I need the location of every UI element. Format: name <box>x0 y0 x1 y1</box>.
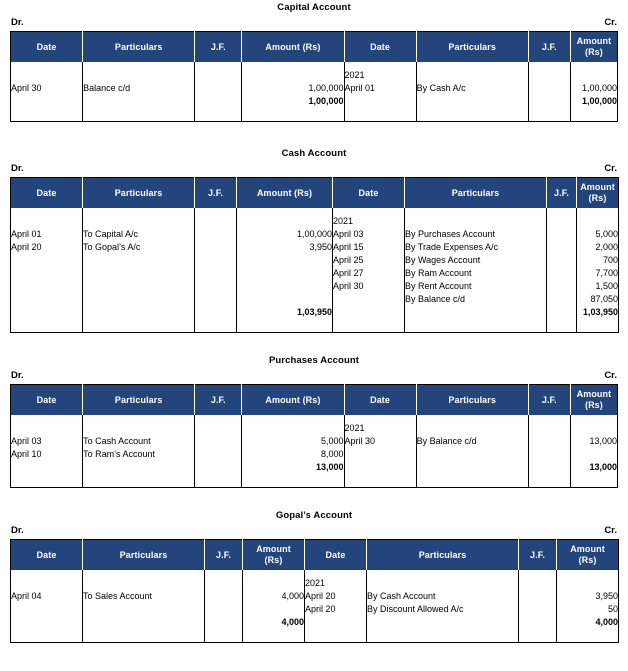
table-tail-row <box>11 475 618 488</box>
entry-amount: 1,00,000 <box>296 229 332 239</box>
entry-date: April 01 <box>11 229 42 239</box>
col-header-date-credit: Date <box>305 540 367 571</box>
entry-date: April 15 <box>333 242 364 252</box>
entry-amount: 2,000 <box>595 242 618 252</box>
table-body-row <box>11 415 618 461</box>
cell-amount-credit <box>557 570 619 616</box>
table-total-row <box>11 306 619 320</box>
ledger-purchases-account <box>10 333 618 488</box>
amount-header-line-2: (Rs) <box>264 555 283 565</box>
cell-particulars-credit <box>416 62 528 95</box>
cell-amount-debit <box>237 208 333 306</box>
cell-jf-credit-total <box>547 306 577 320</box>
debit-label: Dr. <box>11 370 24 381</box>
cell-tail <box>11 475 83 488</box>
entry-year: 2021 <box>344 70 365 80</box>
ledger-title: Cash Account <box>281 148 347 159</box>
total-amount-debit: 1,00,000 <box>242 95 344 109</box>
entry-particulars: To Gopal’s A/c <box>83 242 141 252</box>
col-header-jf-credit: J.F. <box>519 540 557 571</box>
col-header-amount-debit: Amount (Rs) <box>242 385 344 416</box>
cell-jf-credit <box>519 570 557 616</box>
cell-particulars-debit-total <box>83 461 195 475</box>
entry-date: April 25 <box>333 255 364 265</box>
debit-label: Dr. <box>11 525 24 536</box>
cell-amount-credit <box>570 62 617 95</box>
entry-date: April 01 <box>344 83 376 93</box>
cell-date-credit-total <box>344 461 416 475</box>
cell-date-credit <box>305 570 367 616</box>
entry-particulars: By Wages Account <box>405 255 481 265</box>
entry-amount: 5,000 <box>595 229 618 239</box>
cell-tail-amount-credit <box>570 475 617 488</box>
credit-label: Cr. <box>604 163 617 174</box>
entry-amount: 1,00,000 <box>308 83 344 93</box>
entry-amount: 4,000 <box>281 591 304 601</box>
cell-particulars-debit-total <box>83 95 195 109</box>
cell-amount-debit <box>242 415 344 461</box>
cell-tail <box>11 109 83 122</box>
cell-tail <box>11 630 83 643</box>
col-header-amount-credit: Amount (Rs) <box>570 32 617 63</box>
table-body-row <box>11 62 618 95</box>
col-header-date-debit: Date <box>11 540 83 571</box>
ledger-table <box>10 539 619 643</box>
cell-particulars-credit <box>416 415 528 461</box>
cell-tail <box>416 475 528 488</box>
cell-tail <box>195 475 242 488</box>
ledger-gopals-account <box>10 488 618 643</box>
entry-particulars: To Capital A/c <box>83 229 139 239</box>
cell-tail <box>547 320 577 333</box>
cell-date-credit-total <box>333 306 405 320</box>
cell-date-debit <box>11 570 83 616</box>
cell-tail <box>528 109 570 122</box>
cell-tail <box>367 630 519 643</box>
col-header-amount-credit <box>557 540 619 571</box>
col-header-particulars-credit: Particulars <box>416 32 528 63</box>
entry-date: April 30 <box>11 83 42 93</box>
cell-jf-debit <box>195 62 242 95</box>
col-header-jf-credit: J.F. <box>528 385 570 416</box>
amount-header-line-2: (Rs) <box>578 555 597 565</box>
cell-date-credit-total <box>305 616 367 630</box>
col-header-date-debit: Date <box>11 32 83 63</box>
entry-amount: 700 <box>602 255 618 265</box>
dr-cr-row <box>10 16 618 31</box>
entry-particulars: By Purchases Account <box>405 229 496 239</box>
credit-label: Cr. <box>604 525 617 536</box>
entry-amount: 1,500 <box>595 281 618 291</box>
entry-amount: 13,000 <box>589 436 617 446</box>
cell-tail <box>83 109 195 122</box>
entry-particulars: By Discount Allowed A/c <box>367 604 464 614</box>
entry-amount: 5,000 <box>320 436 344 446</box>
cell-particulars-credit-total <box>416 95 528 109</box>
col-header-amount-debit: Amount (Rs) <box>242 32 344 63</box>
cell-particulars-debit-total <box>83 616 205 630</box>
table-body-row <box>11 570 619 616</box>
col-header-jf-debit: J.F. <box>195 385 242 416</box>
ledger-capital-account <box>10 0 618 122</box>
cell-particulars-debit <box>83 62 195 95</box>
cell-particulars-credit-total <box>367 616 519 630</box>
total-amount-credit: 1,03,950 <box>577 306 619 320</box>
entry-particulars: By Cash Account <box>367 591 436 601</box>
cell-particulars-debit <box>83 415 195 461</box>
entry-particulars: Balance c/d <box>83 83 131 93</box>
col-header-particulars-debit: Particulars <box>83 540 205 571</box>
entry-year: 2021 <box>305 578 326 588</box>
cell-date-debit-total <box>11 306 83 320</box>
entry-particulars: To Cash Account <box>83 436 151 446</box>
col-header-jf-credit: J.F. <box>547 178 577 209</box>
cell-tail <box>195 320 237 333</box>
ledger-table <box>10 177 619 333</box>
col-header-particulars-credit: Particulars <box>416 385 528 416</box>
table-header-row <box>11 385 618 416</box>
table-body-row <box>11 208 619 306</box>
table-total-row <box>11 95 618 109</box>
entry-particulars: By Cash A/c <box>416 83 466 93</box>
table-tail-row <box>11 109 618 122</box>
col-header-jf-debit: J.F. <box>205 540 243 571</box>
amount-header-line-2: (Rs) <box>588 193 607 203</box>
entry-amount: 7,700 <box>595 268 618 278</box>
credit-label: Cr. <box>604 17 617 28</box>
cell-particulars-credit <box>367 570 519 616</box>
cell-tail <box>83 475 195 488</box>
cell-amount-credit <box>570 415 617 461</box>
cell-date-debit-total <box>11 461 83 475</box>
entry-particulars: By Balance c/d <box>416 436 477 446</box>
cell-date-credit <box>344 62 416 95</box>
cell-jf-debit-total <box>195 95 242 109</box>
cell-tail-amount-debit <box>242 109 344 122</box>
entry-date: April 10 <box>11 449 42 459</box>
col-header-amount-credit: Amount (Rs) <box>570 385 617 416</box>
table-tail-row <box>11 320 619 333</box>
table-tail-row <box>11 630 619 643</box>
entry-particulars: By Ram Account <box>405 268 472 278</box>
entry-date: April 20 <box>305 591 336 601</box>
entry-date: April 30 <box>344 436 376 446</box>
cell-jf-credit <box>528 415 570 461</box>
total-amount-debit: 13,000 <box>242 461 344 475</box>
cell-tail-amount-debit <box>237 320 333 333</box>
cell-jf-debit-total <box>195 461 242 475</box>
col-header-date-debit: Date <box>11 178 83 209</box>
entry-date: April 27 <box>333 268 364 278</box>
entry-year: 2021 <box>333 216 354 226</box>
cell-date-debit <box>11 415 83 461</box>
col-header-date-credit: Date <box>333 178 405 209</box>
entry-amount: 3,950 <box>595 591 618 601</box>
cell-tail <box>205 630 243 643</box>
dr-cr-row <box>10 162 618 177</box>
entry-amount: 87,050 <box>590 294 618 304</box>
col-header-jf-credit: J.F. <box>528 32 570 63</box>
table-header-row <box>11 178 619 209</box>
col-header-particulars-debit: Particulars <box>83 385 195 416</box>
total-amount-credit: 4,000 <box>557 616 619 630</box>
entry-date: April 20 <box>305 604 336 614</box>
cell-tail-amount-debit <box>243 630 305 643</box>
cell-amount-credit <box>577 208 619 306</box>
table-total-row <box>11 461 618 475</box>
cell-date-debit <box>11 208 83 306</box>
cell-tail <box>305 630 367 643</box>
cell-jf-credit-total <box>528 461 570 475</box>
ledger-cash-account <box>10 122 618 333</box>
cell-particulars-credit-total <box>416 461 528 475</box>
cell-tail <box>405 320 547 333</box>
entry-date: April 30 <box>333 281 364 291</box>
ledger-title: Capital Account <box>277 2 351 13</box>
col-header-date-credit: Date <box>344 385 416 416</box>
dr-cr-row <box>10 524 618 539</box>
entry-particulars: To Sales Account <box>83 591 153 601</box>
cell-tail <box>333 320 405 333</box>
entry-amount: 1,00,000 <box>581 83 617 93</box>
cell-tail-amount-credit <box>557 630 619 643</box>
amount-header-line-1: Amount <box>256 544 291 554</box>
total-amount-credit: 13,000 <box>570 461 617 475</box>
col-header-amount-credit <box>577 178 619 209</box>
debit-label: Dr. <box>11 17 24 28</box>
ledger-title: Purchases Account <box>268 355 360 366</box>
cell-tail <box>195 109 242 122</box>
ledger-table <box>10 384 618 488</box>
entry-amount: 8,000 <box>320 449 344 459</box>
table-header-row <box>11 540 619 571</box>
total-amount-debit: 1,03,950 <box>237 306 333 320</box>
col-header-date-credit: Date <box>344 32 416 63</box>
cell-particulars-debit <box>83 208 195 306</box>
cell-jf-credit-total <box>519 616 557 630</box>
col-header-particulars-credit: Particulars <box>367 540 519 571</box>
entry-date: April 20 <box>11 242 42 252</box>
cell-tail-amount-credit <box>570 109 617 122</box>
entry-particulars: By Rent Account <box>405 281 472 291</box>
cell-tail <box>83 630 205 643</box>
cell-date-credit-total <box>344 95 416 109</box>
cell-tail <box>416 109 528 122</box>
dr-cr-row <box>10 369 618 384</box>
entry-date: April 03 <box>11 436 42 446</box>
cell-particulars-debit <box>83 570 205 616</box>
col-header-particulars-debit: Particulars <box>83 178 195 209</box>
col-header-date-debit: Date <box>11 385 83 416</box>
cell-jf-credit <box>547 208 577 306</box>
cell-amount-debit <box>242 62 344 95</box>
table-header-row <box>11 32 618 63</box>
cell-amount-debit <box>243 570 305 616</box>
total-amount-credit: 1,00,000 <box>570 95 617 109</box>
col-header-particulars-debit: Particulars <box>83 32 195 63</box>
cell-jf-credit-total <box>528 95 570 109</box>
col-header-particulars-credit: Particulars <box>405 178 547 209</box>
cell-tail <box>344 475 416 488</box>
cell-tail <box>11 320 83 333</box>
cell-date-debit-total <box>11 616 83 630</box>
cell-particulars-credit-total <box>405 306 547 320</box>
cell-date-credit <box>344 415 416 461</box>
cell-tail-amount-debit <box>242 475 344 488</box>
col-header-jf-debit: J.F. <box>195 178 237 209</box>
amount-header-line-1: Amount <box>580 182 615 192</box>
cell-date-debit <box>11 62 83 95</box>
entry-amount: 50 <box>607 604 618 614</box>
cell-tail <box>528 475 570 488</box>
entry-date: April 04 <box>11 591 42 601</box>
credit-label: Cr. <box>604 370 617 381</box>
cell-jf-debit-total <box>195 306 237 320</box>
col-header-amount-debit: Amount (Rs) <box>237 178 333 209</box>
cell-particulars-debit-total <box>83 306 195 320</box>
total-amount-debit: 4,000 <box>243 616 305 630</box>
cell-date-credit <box>333 208 405 306</box>
cell-tail <box>519 630 557 643</box>
cell-jf-debit <box>195 208 237 306</box>
cell-date-debit-total <box>11 95 83 109</box>
entry-particulars: By Trade Expenses A/c <box>405 242 499 252</box>
col-header-jf-debit: J.F. <box>195 32 242 63</box>
cell-jf-debit <box>205 570 243 616</box>
entry-particulars: To Ram’s Account <box>83 449 155 459</box>
cell-jf-debit-total <box>205 616 243 630</box>
cell-tail-amount-credit <box>577 320 619 333</box>
cell-jf-debit <box>195 415 242 461</box>
amount-header-line-1: Amount <box>570 544 605 554</box>
entry-amount: 3,950 <box>309 242 332 252</box>
cell-tail <box>344 109 416 122</box>
table-total-row <box>11 616 619 630</box>
cell-jf-credit <box>528 62 570 95</box>
entry-particulars: By Balance c/d <box>405 294 466 304</box>
cell-tail <box>83 320 195 333</box>
debit-label: Dr. <box>11 163 24 174</box>
cell-particulars-credit <box>405 208 547 306</box>
entry-date: April 03 <box>333 229 364 239</box>
entry-year: 2021 <box>344 423 365 433</box>
ledger-title: Gopal’s Account <box>275 510 353 521</box>
ledger-table <box>10 31 618 122</box>
col-header-amount-debit <box>243 540 305 571</box>
